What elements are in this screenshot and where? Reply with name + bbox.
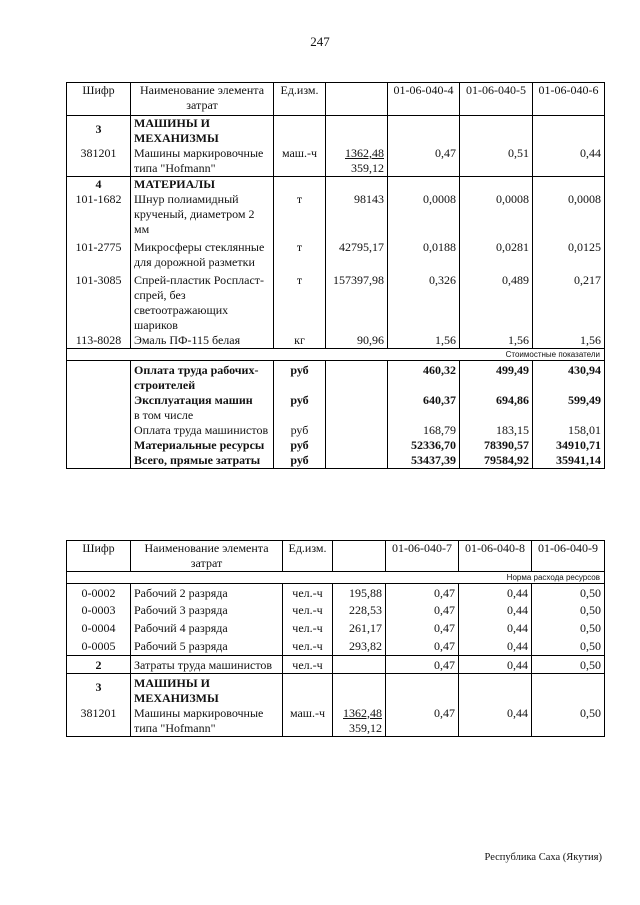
row-value-9: 0,50	[532, 601, 605, 619]
summary-value-5: 499,49	[460, 361, 533, 394]
summary-value-6: 599,49	[533, 393, 605, 408]
row-name: Затраты труда машинистов	[131, 655, 283, 673]
row-value-5: 0,489	[460, 270, 533, 333]
row-value-8: 0,44	[459, 706, 532, 737]
table-row	[67, 706, 605, 737]
group-row	[67, 116, 605, 147]
row-unit: маш.-ч	[283, 706, 333, 737]
col-code-4: 01-06-040-4	[388, 83, 460, 116]
row-value-7: 0,47	[386, 619, 459, 637]
col-name: Наименование элемента затрат	[131, 541, 283, 572]
summary-value-5: 183,15	[460, 423, 533, 438]
row-name: Рабочий 2 разряда	[131, 584, 283, 602]
row-value-5: 0,0281	[460, 237, 533, 270]
summary-unit: руб	[274, 423, 326, 438]
page-number: 247	[310, 34, 330, 49]
col-code-8: 01-06-040-8	[459, 541, 532, 572]
summary-value-5: 694,86	[460, 393, 533, 408]
summary-value-4: 460,32	[388, 361, 460, 394]
summary-value-5: 79584,92	[460, 453, 533, 469]
group-name: МАТЕРИАЛЫ	[131, 177, 274, 193]
row-price: 293,82	[333, 637, 386, 655]
row-code: 113-8028	[67, 333, 131, 349]
summary-row	[67, 438, 605, 453]
row-value-8: 0,44	[459, 619, 532, 637]
row-value-7: 0,47	[386, 601, 459, 619]
group-code: 3	[67, 116, 131, 147]
section-label-row	[67, 349, 605, 361]
row-value-9: 0,50	[532, 619, 605, 637]
summary-unit: руб	[274, 361, 326, 394]
row-name: Рабочий 4 разряда	[131, 619, 283, 637]
row-unit: чел.-ч	[283, 619, 333, 637]
summary-name: Оплата труда рабочих-строителей	[131, 361, 274, 394]
table-row	[67, 146, 605, 177]
row-price: 42795,17	[326, 237, 388, 270]
row-value-7: 0,47	[386, 655, 459, 673]
row-name: Машины маркировочные типа "Hofmann"	[131, 706, 283, 737]
col-code-5: 01-06-040-5	[460, 83, 533, 116]
row-price	[333, 655, 386, 673]
group-row	[67, 673, 605, 706]
summary-value-6: 158,01	[533, 423, 605, 438]
row-name: Эмаль ПФ-115 белая	[131, 333, 274, 349]
group-name: МАШИНЫ И МЕХАНИЗМЫ	[131, 116, 274, 147]
col-code-9: 01-06-040-9	[532, 541, 605, 572]
row-code: 101-3085	[67, 270, 131, 333]
row-unit: чел.-ч	[283, 601, 333, 619]
row-code: 0-0005	[67, 637, 131, 655]
row-unit: чел.-ч	[283, 637, 333, 655]
row-price-secondary: 359,12	[349, 720, 382, 735]
summary-unit: руб	[274, 453, 326, 469]
row-value-9: 0,50	[532, 637, 605, 655]
row-code: 381201	[67, 706, 131, 737]
row-price: 228,53	[333, 601, 386, 619]
summary-unit: руб	[274, 438, 326, 453]
summary-name: Материальные ресурсы	[131, 438, 274, 453]
table-row	[67, 655, 605, 673]
resource-table-2	[66, 540, 605, 737]
group-row	[67, 177, 605, 193]
section-label: Стоимостные показатели	[67, 349, 605, 361]
summary-name: Оплата труда машинистов	[131, 423, 274, 438]
row-price: 98143	[326, 192, 388, 237]
col-code-7: 01-06-040-7	[386, 541, 459, 572]
table-row	[67, 237, 605, 270]
col-code-6: 01-06-040-6	[533, 83, 605, 116]
col-code: Шифр	[67, 541, 131, 572]
table-row	[67, 601, 605, 619]
row-value-8: 0,44	[459, 655, 532, 673]
row-unit: чел.-ч	[283, 655, 333, 673]
row-price: 157397,98	[326, 270, 388, 333]
table-row	[67, 637, 605, 655]
row-unit: маш.-ч	[274, 146, 326, 177]
summary-row	[67, 361, 605, 394]
col-price	[333, 541, 386, 572]
section-label-row	[67, 572, 605, 584]
row-value-9: 0,50	[532, 706, 605, 737]
summary-row	[67, 408, 605, 423]
table-row	[67, 584, 605, 602]
row-value-4: 1,56	[388, 333, 460, 349]
row-value-7: 0,47	[386, 637, 459, 655]
row-code: 101-1682	[67, 192, 131, 237]
row-value-4: 0,326	[388, 270, 460, 333]
table-row	[67, 333, 605, 349]
row-value-5: 0,51	[460, 146, 533, 177]
summary-unit: руб	[274, 393, 326, 408]
row-price	[326, 146, 388, 177]
row-price	[333, 706, 386, 737]
group-code: 4	[67, 177, 131, 193]
row-value-6: 0,44	[533, 146, 605, 177]
row-code: 101-2775	[67, 237, 131, 270]
col-unit: Ед.изм.	[283, 541, 333, 572]
row-code: 381201	[67, 146, 131, 177]
table-row	[67, 270, 605, 333]
summary-value-6: 35941,14	[533, 453, 605, 469]
footer-region: Республика Саха (Якутия)	[484, 852, 602, 863]
table-header	[67, 83, 605, 116]
row-value-7: 0,47	[386, 584, 459, 602]
row-value-4: 0,47	[388, 146, 460, 177]
row-value-6: 0,217	[533, 270, 605, 333]
row-code: 0-0002	[67, 584, 131, 602]
row-name: Машины маркировочные типа "Hofmann"	[131, 146, 274, 177]
row-value-5: 0,0008	[460, 192, 533, 237]
summary-name: Эксплуатация машин	[131, 393, 274, 408]
table-row	[67, 619, 605, 637]
summary-value-4: 52336,70	[388, 438, 460, 453]
summary-value-4: 53437,39	[388, 453, 460, 469]
summary-row	[67, 393, 605, 408]
row-code: 0-0004	[67, 619, 131, 637]
resource-table-1	[66, 82, 605, 469]
row-unit: т	[274, 192, 326, 237]
row-unit: чел.-ч	[283, 584, 333, 602]
row-value-7: 0,47	[386, 706, 459, 737]
summary-name: Всего, прямые затраты	[131, 453, 274, 469]
row-name: Спрей-пластик Роспласт-спрей, без светоотражающих шариков	[131, 270, 274, 333]
row-value-6: 0,0008	[533, 192, 605, 237]
col-unit: Ед.изм.	[274, 83, 326, 116]
table-header	[67, 541, 605, 572]
row-value-4: 0,0008	[388, 192, 460, 237]
col-name: Наименование элемента затрат	[131, 83, 274, 116]
section-label: Норма расхода ресурсов	[67, 572, 605, 584]
summary-value-6: 34910,71	[533, 438, 605, 453]
summary-value-6: 430,94	[533, 361, 605, 394]
row-price-primary: 1362,48	[343, 705, 382, 720]
row-code: 2	[67, 655, 131, 673]
col-price	[326, 83, 388, 116]
row-name: Шнур полиамидный крученый, диаметром 2 мм	[131, 192, 274, 237]
row-price: 195,88	[333, 584, 386, 602]
row-unit: кг	[274, 333, 326, 349]
row-name: Рабочий 3 разряда	[131, 601, 283, 619]
row-price-secondary: 359,12	[351, 161, 384, 175]
summary-value-4: 640,37	[388, 393, 460, 408]
row-name: Микросферы стеклянные для дорожной разметки	[131, 237, 274, 270]
summary-row	[67, 453, 605, 469]
row-price: 90,96	[326, 333, 388, 349]
row-unit: т	[274, 237, 326, 270]
row-code: 0-0003	[67, 601, 131, 619]
row-value-6: 0,0125	[533, 237, 605, 270]
summary-row	[67, 423, 605, 438]
summary-value-5: 78390,57	[460, 438, 533, 453]
group-code: 3	[67, 673, 131, 706]
row-value-5: 1,56	[460, 333, 533, 349]
summary-name: в том числе	[131, 408, 274, 423]
summary-value-4: 168,79	[388, 423, 460, 438]
row-value-6: 1,56	[533, 333, 605, 349]
group-name: МАШИНЫ И МЕХАНИЗМЫ	[131, 673, 283, 706]
row-name: Рабочий 5 разряда	[131, 637, 283, 655]
row-value-8: 0,44	[459, 584, 532, 602]
col-code: Шифр	[67, 83, 131, 116]
table-row	[67, 192, 605, 237]
row-value-9: 0,50	[532, 655, 605, 673]
row-value-9: 0,50	[532, 584, 605, 602]
row-value-4: 0,0188	[388, 237, 460, 270]
row-price: 261,17	[333, 619, 386, 637]
row-value-8: 0,44	[459, 601, 532, 619]
row-price-primary: 1362,48	[345, 146, 384, 160]
row-value-8: 0,44	[459, 637, 532, 655]
row-unit: т	[274, 270, 326, 333]
